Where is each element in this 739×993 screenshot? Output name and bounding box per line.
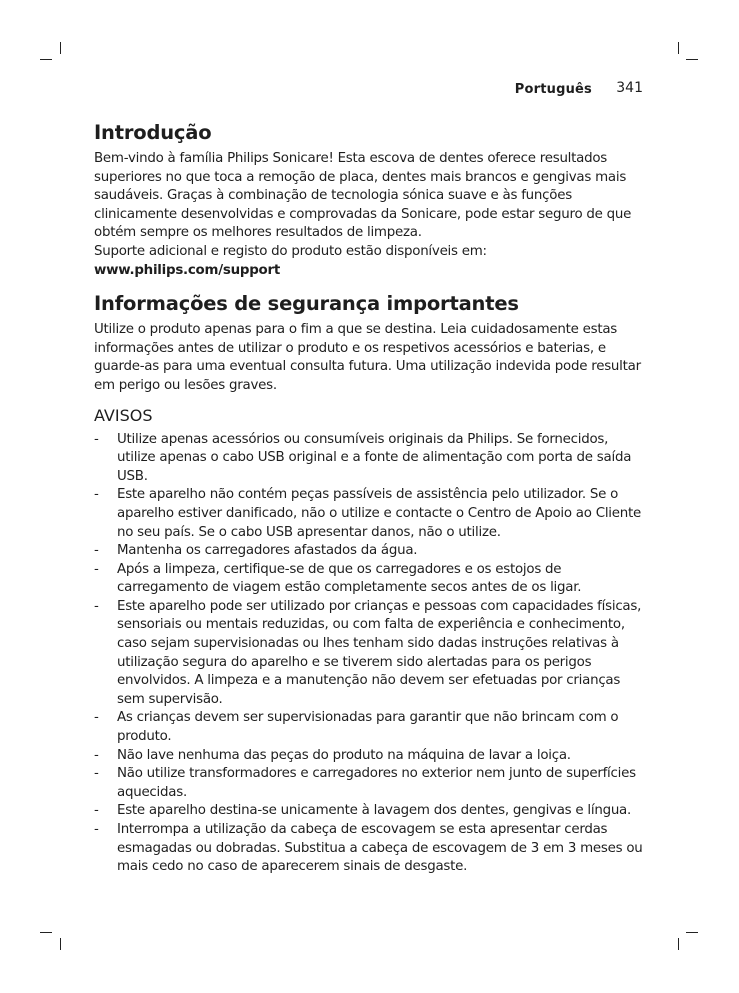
- page-content: [94, 120, 646, 877]
- intro-paragraph: Bem-vindo à família Philips Sonicare! Esta escova de dentes oferece resultados superiores no que toca a remoção de placa, dentes mais brancos e gengivas mais saudáveis. Graças à combinação de tecnologia sónica suave e às funções clinicamente desenvolvidas e comprovadas da Sonicare, pode estar seguro de que obtém sempre os melhores resultados de limpeza.: [94, 151, 632, 241]
- warning-item: - Mantenha os carregadores afastados da água.: [94, 542, 646, 561]
- crop-mark: [40, 932, 52, 933]
- crop-mark: [60, 938, 61, 950]
- warning-item: - Não utilize transformadores e carregadores no exterior nem junto de superfícies aquecidas.: [94, 765, 646, 802]
- warning-item: - Interrompa a utilização da cabeça de escovagem se esta apresentar cerdas esmagadas ou dobradas. Substitua a cabeça de escovagem de 3 em 3 meses ou mais cedo no caso de aparecerem sinais de desgaste.: [94, 821, 646, 877]
- crop-mark: [678, 938, 679, 950]
- crop-mark: [60, 42, 61, 54]
- support-text: Suporte adicional e registo do produto estão disponíveis em:: [94, 243, 487, 259]
- warning-item: - Não lave nenhuma das peças do produto na máquina de lavar a loiça.: [94, 747, 646, 766]
- crop-mark: [678, 42, 679, 54]
- warning-item: - As crianças devem ser supervisionadas para garantir que não brincam com o produto.: [94, 709, 646, 746]
- warning-item: - Este aparelho não contém peças passíveis de assistência pelo utilizador. Se o aparelho estiver danificado, não o utilize e contacte o Centro de Apoio ao Cliente no seu país. Se o cabo USB apresentar danos, não o utilize.: [94, 486, 646, 542]
- warning-item: - Este aparelho pode ser utilizado por crianças e pessoas com capacidades físicas, sensoriais ou mentais reduzidas, ou com falta de experiência e conhecimento, caso sejam supervisionadas ou lhes tenham sido dadas instruções relativas à utilização segura do aparelho e se tiverem sido alertadas para os perigos envolvidos. A limpeza e a manutenção não devem ser efetuadas por crianças sem supervisão.: [94, 598, 646, 710]
- warning-item: - Após a limpeza, certifique-se de que os carregadores e os estojos de carregamento de viagem estão completamente secos antes de os ligar.: [94, 561, 646, 598]
- warnings-list: [94, 431, 646, 877]
- warning-item: - Utilize apenas acessórios ou consumíveis originais da Philips. Se fornecidos, utilize apenas o cabo USB original e a fonte de alimentação com porta de saída USB.: [94, 431, 646, 487]
- safety-heading: Informações de segurança importantes: [94, 292, 519, 316]
- support-url: www.philips.com/support: [94, 262, 280, 278]
- crop-mark: [686, 932, 698, 933]
- crop-mark: [40, 59, 52, 60]
- warnings-heading: AVISOS: [94, 405, 153, 425]
- intro-heading: Introdução: [94, 121, 212, 144]
- header-language: Português: [514, 82, 592, 97]
- warning-item: - Este aparelho destina-se unicamente à lavagem dos dentes, gengivas e língua.: [94, 802, 646, 821]
- crop-mark: [686, 59, 698, 60]
- page-number: 341: [616, 80, 643, 96]
- safety-paragraph: Utilize o produto apenas para o fim a que se destina. Leia cuidadosamente estas informações antes de utilizar o produto e os respetivos acessórios e baterias, e guarde-as para uma eventual consulta futura. Uma utilização indevida pode resultar em perigo ou lesões graves.: [94, 322, 641, 393]
